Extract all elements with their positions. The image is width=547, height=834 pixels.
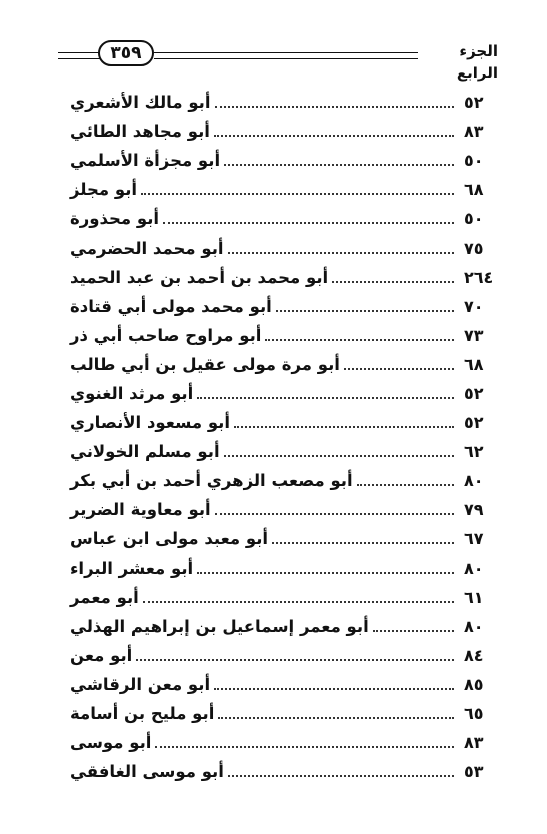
entry-page-number: ٦٨ bbox=[464, 354, 484, 374]
leader-dots bbox=[214, 134, 454, 137]
index-entry bbox=[62, 583, 498, 612]
entry-name: أبو معن bbox=[70, 645, 133, 665]
leader-dots bbox=[234, 425, 454, 428]
entry-name: أبو مسعود الأنصاري bbox=[70, 413, 231, 433]
entry-name: أبو معشر البراء bbox=[70, 558, 194, 578]
entry-name: أبو مجاهد الطائي bbox=[70, 122, 210, 142]
entry-name: أبو مرة مولى عقيل بن أبي طالب bbox=[70, 354, 340, 374]
entry-name: أبو معاوية الضرير bbox=[70, 500, 211, 520]
entry-page-number: ٧٥ bbox=[464, 238, 484, 258]
entry-name: أبو معن الرقاشي bbox=[70, 674, 211, 694]
entry-name: أبو معمر bbox=[70, 587, 139, 607]
leader-dots bbox=[228, 251, 454, 254]
leader-dots bbox=[143, 600, 454, 603]
index-entry bbox=[62, 408, 498, 437]
header-rule-middle bbox=[154, 52, 418, 59]
index-entry bbox=[62, 204, 498, 233]
index-entry bbox=[62, 146, 498, 175]
entry-page-number: ٥٣ bbox=[464, 762, 484, 782]
leader-dots bbox=[224, 163, 454, 166]
entry-name: أبو موسى الغافقي bbox=[70, 762, 224, 782]
index-entry bbox=[62, 524, 498, 553]
leader-dots bbox=[136, 658, 454, 661]
index-entry bbox=[62, 88, 498, 117]
entry-page-number: ٧٠ bbox=[464, 296, 484, 316]
index-entry bbox=[62, 641, 498, 670]
leader-dots bbox=[155, 745, 454, 748]
entry-page-number: ٥٢ bbox=[464, 383, 484, 403]
entry-page-number: ٨٠ bbox=[464, 616, 484, 636]
leader-dots bbox=[344, 367, 454, 370]
entry-page-number: ٨٥ bbox=[464, 674, 484, 694]
entry-name: أبو مالك الأشعري bbox=[70, 93, 211, 113]
entry-page-number: ٥٢ bbox=[464, 413, 484, 433]
entry-page-number: ٨٠ bbox=[464, 471, 484, 491]
leader-dots bbox=[228, 774, 454, 777]
index-entry bbox=[62, 757, 498, 786]
index-entry bbox=[62, 495, 498, 524]
index-entry bbox=[62, 379, 498, 408]
entry-page-number: ٥٢ bbox=[464, 93, 484, 113]
leader-dots bbox=[215, 512, 454, 515]
leader-dots bbox=[272, 541, 454, 544]
index-entry bbox=[62, 321, 498, 350]
index-entry bbox=[62, 263, 498, 292]
leader-dots bbox=[265, 338, 454, 341]
entry-name: أبو معبد مولى ابن عباس bbox=[70, 529, 269, 549]
leader-dots bbox=[215, 105, 454, 108]
entry-page-number: ٨٤ bbox=[464, 645, 484, 665]
index-entry bbox=[62, 117, 498, 146]
index-entry bbox=[62, 670, 498, 699]
index-entry bbox=[62, 466, 498, 495]
leader-dots bbox=[214, 687, 454, 690]
page-header bbox=[58, 38, 498, 82]
leader-dots bbox=[141, 192, 454, 195]
leader-dots bbox=[197, 571, 454, 574]
index-entry bbox=[62, 554, 498, 583]
page-number: ٣٥٩ bbox=[98, 40, 154, 66]
entry-page-number: ٥٠ bbox=[464, 151, 484, 171]
entry-name: أبو محمد الحضرمي bbox=[70, 238, 224, 258]
entry-page-number: ٦٢ bbox=[464, 442, 484, 462]
leader-dots bbox=[357, 483, 454, 486]
leader-dots bbox=[224, 454, 454, 457]
index-entry bbox=[62, 350, 498, 379]
index-entry bbox=[62, 292, 498, 321]
entry-page-number: ٦٧ bbox=[464, 529, 484, 549]
index-list bbox=[62, 88, 498, 786]
entry-name: أبو موسى bbox=[70, 733, 152, 753]
entry-page-number: ٨٣ bbox=[464, 733, 484, 753]
entry-page-number: ٦٨ bbox=[464, 180, 484, 200]
entry-page-number: ٦٥ bbox=[464, 704, 484, 724]
leader-dots bbox=[276, 309, 454, 312]
index-entry bbox=[62, 699, 498, 728]
leader-dots bbox=[332, 280, 454, 283]
entry-name: أبو مسلم الخولاني bbox=[70, 442, 220, 462]
entry-page-number: ٧٣ bbox=[464, 325, 484, 345]
index-entry bbox=[62, 728, 498, 757]
entry-name: أبو محمد مولى أبي قتادة bbox=[70, 296, 272, 316]
entry-name: أبو مصعب الزهري أحمد بن أبي بكر bbox=[70, 471, 353, 491]
entry-name: أبو مراوح صاحب أبي ذر bbox=[70, 325, 262, 345]
entry-name: أبو محمد بن أحمد بن عبد الحميد bbox=[70, 267, 329, 287]
entry-name: أبو مجزأة الأسلمي bbox=[70, 151, 221, 171]
entry-page-number: ٧٩ bbox=[464, 500, 484, 520]
index-entry bbox=[62, 612, 498, 641]
entry-page-number: ٢٦٤ bbox=[464, 267, 494, 287]
entry-name: أبو معمر إسماعيل بن إبراهيم الهذلي bbox=[70, 616, 369, 636]
index-entry bbox=[62, 437, 498, 466]
entry-name: أبو مرثد الغنوي bbox=[70, 383, 194, 403]
header-rule-left bbox=[58, 52, 100, 59]
leader-dots bbox=[373, 629, 454, 632]
entry-name: أبو مجلز bbox=[70, 180, 138, 200]
leader-dots bbox=[197, 396, 454, 399]
entry-name: أبو محذورة bbox=[70, 209, 160, 229]
volume-title: الجزء الرابع bbox=[456, 42, 498, 82]
entry-page-number: ٨٣ bbox=[464, 122, 484, 142]
leader-dots bbox=[163, 221, 454, 224]
entry-name: أبو مليح بن أسامة bbox=[70, 704, 215, 724]
entry-page-number: ٦١ bbox=[464, 587, 484, 607]
leader-dots bbox=[218, 716, 454, 719]
entry-page-number: ٥٠ bbox=[464, 209, 484, 229]
entry-page-number: ٨٠ bbox=[464, 558, 484, 578]
index-entry bbox=[62, 175, 498, 204]
index-entry bbox=[62, 233, 498, 262]
